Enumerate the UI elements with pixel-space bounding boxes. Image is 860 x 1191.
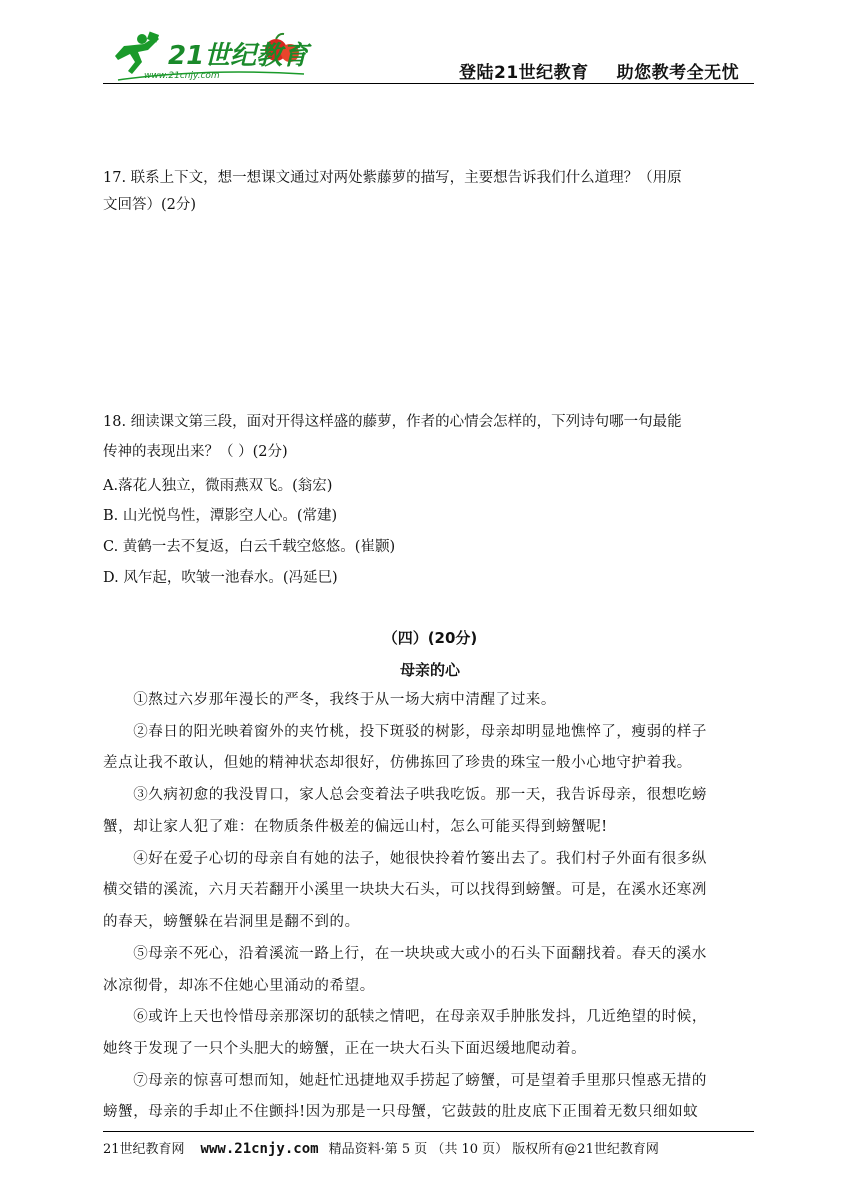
passage-line: ①熬过六岁那年漫长的严冬，我终于从一场大病中清醒了过来。 <box>103 692 556 708</box>
passage-line: 冰凉彻骨，却冻不住她心里涌动的希望。 <box>103 978 375 994</box>
question-18-line-2: 传神的表现出来？（ ）(2分) <box>103 444 288 460</box>
header-divider <box>103 83 754 84</box>
question-18-line-1: 18. 细读课文第三段，面对开得这样盛的藤萝，作者的心情会怎样的，下列诗句哪一句最能 <box>103 414 682 430</box>
question-17-line-1: 17. 联系上下文，想一想课文通过对两处紫藤萝的描写，主要想告诉我们什么道理？（用原 <box>103 170 682 186</box>
option-d: D. 风乍起，吹皱一池春水。(冯延巳) <box>103 570 338 586</box>
footer-divider <box>103 1131 754 1132</box>
section-heading: （四）(20分) <box>382 629 478 647</box>
footer-url[interactable]: www.21cnjy.com <box>200 1141 319 1157</box>
passage-line: ⑤母亲不死心，沿着溪流一路上行，在一块块或大或小的石头下面翻找着。春天的溪水 <box>103 946 707 962</box>
passage-line: ③久病初愈的我没胃口，家人总会变着法子哄我吃饭。那一天，我告诉母亲，很想吃螃 <box>103 787 707 803</box>
option-a: A.落花人独立，微雨燕双飞。(翁宏) <box>103 478 333 494</box>
passage-line: 螃蟹，母亲的手却止不住颤抖!因为那是一只母蟹，它鼓鼓的肚皮底下正围着无数只细如蚊 <box>103 1104 699 1120</box>
passage-line: 的春天，螃蟹躲在岩洞里是翻不到的。 <box>103 914 360 930</box>
option-c: C. 黄鹤一去不复返，白云千载空悠悠。(崔颢) <box>103 539 396 555</box>
passage-line: 横交错的溪流，六月天若翻开小溪里一块块大石头，可以找得到螃蟹。可是，在溪水还寒冽 <box>103 882 707 898</box>
site-logo[interactable] <box>104 30 314 82</box>
question-17-line-2: 文回答）(2分) <box>103 197 197 213</box>
passage-title: 母亲的心 <box>399 661 460 679</box>
svg-text:21世纪教育: 21世纪教育 <box>168 41 309 71</box>
passage-line: 差点让我不敢认，但她的精神状态却很好，仿佛拣回了珍贵的珠宝一般小心地守护着我。 <box>103 755 692 771</box>
slogan-left: 登陆21世纪教育 <box>459 63 589 83</box>
page-footer <box>103 1138 659 1157</box>
slogan-right: 助您教考全无忧 <box>616 63 740 83</box>
passage-line: ⑥或许上天也怜惜母亲那深切的舐犊之情吧，在母亲双手肿胀发抖，几近绝望的时候， <box>103 1009 707 1025</box>
passage-line: ⑦母亲的惊喜可想而知，她赶忙迅捷地双手捞起了螃蟹，可是望着手里那只惶惑无措的 <box>103 1073 707 1089</box>
header-slogan <box>459 58 759 83</box>
passage-line: ④好在爱子心切的母亲自有她的法子，她很快拎着竹篓出去了。我们村子外面有很多纵 <box>103 851 707 867</box>
passage-line: 她终于发现了一只个头肥大的螃蟹，正在一块大石头下面迟缓地爬动着。 <box>103 1041 587 1057</box>
svg-text:www.21cnjy.com: www.21cnjy.com <box>144 71 220 81</box>
option-b: B. 山光悦鸟性，潭影空人心。(常建) <box>103 508 338 524</box>
footer-site: 21世纪教育网 <box>103 1142 185 1157</box>
runner-icon <box>115 32 159 74</box>
passage-line: ②春日的阳光映着窗外的夹竹桃，投下斑驳的树影，母亲却明显地憔悴了，瘦弱的样子 <box>103 724 707 740</box>
footer-page-info: 精品资料·第 5 页 （共 10 页） 版权所有@21世纪教育网 <box>328 1142 659 1157</box>
passage-line: 蟹，却让家人犯了难：在物质条件极差的偏远山村，怎么可能买得到螃蟹呢! <box>103 819 608 835</box>
